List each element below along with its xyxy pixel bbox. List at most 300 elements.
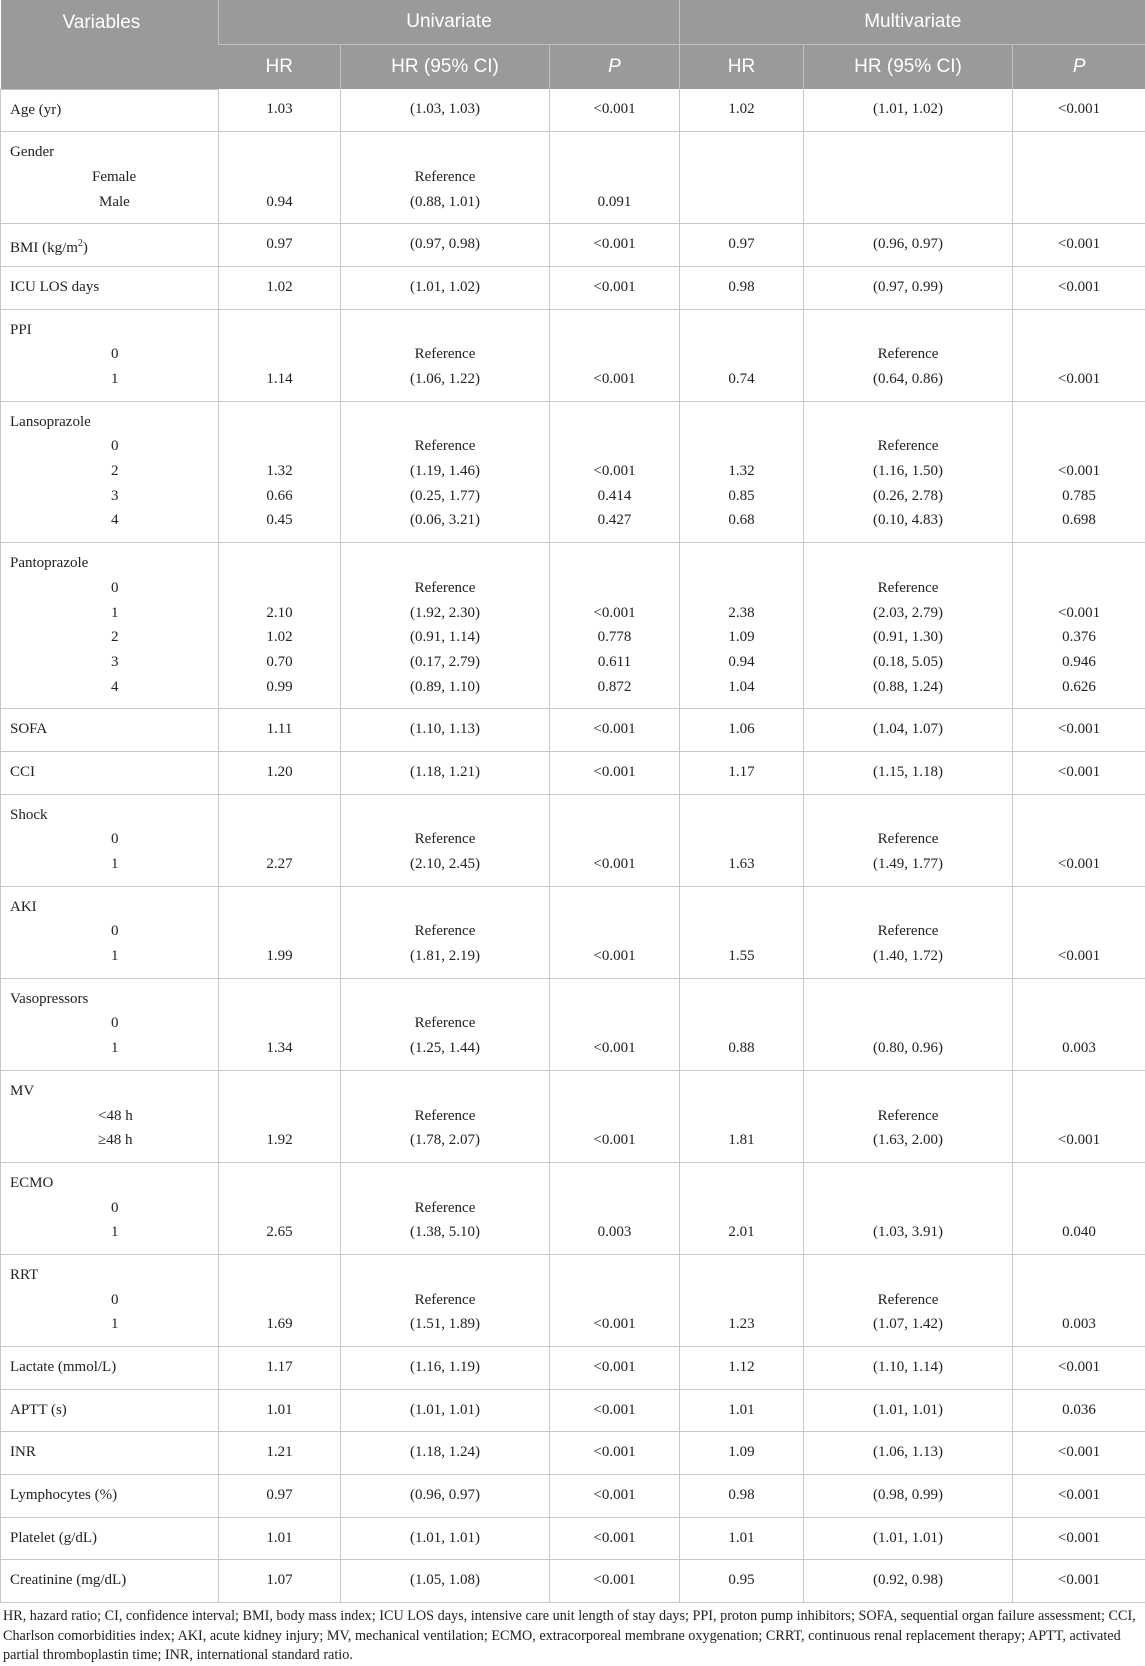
multivariate-p-value: [1013, 919, 1145, 944]
multivariate-hr-cell: [680, 1254, 804, 1346]
univariate-hr-value: 1.01: [219, 1526, 340, 1551]
univariate-hr-value: 1.21: [219, 1440, 340, 1465]
univariate-ci-value: (0.06, 3.21): [341, 508, 549, 533]
variable-label: RRT: [1, 1263, 218, 1288]
univariate-p-value: 0.778: [550, 625, 679, 650]
table-row: [1, 1475, 1145, 1518]
variable-cell: [1, 886, 219, 978]
multivariate-ci-cell: [804, 1347, 1013, 1390]
multivariate-ci-cell: [804, 1389, 1013, 1432]
univariate-ci-value: (0.89, 1.10): [341, 675, 549, 700]
multivariate-ci-value: Reference: [804, 576, 1012, 601]
univariate-p-value: <0.001: [550, 367, 679, 392]
table-footnote: HR, hazard ratio; CI, confidence interval; BMI, body mass index; ICU LOS days, intensive care unit length of stay days; PPI, proton pump inhibitors; SOFA, sequential organ failure assessment; CCI, Charlson comorbidities index; AKI, acute kidney injury; MV, mechanical ventilation; ECMO, extracorporeal membrane oxygenation; CRRT, continuous renal replacement therapy; APTT, activated partial thromboplastin time; INR, international standard ratio.: [0, 1603, 1145, 1666]
variable-cell: [1, 543, 219, 709]
blank-line: [219, 140, 340, 165]
blank-line: [341, 140, 549, 165]
univariate-ci-cell: [341, 309, 550, 401]
multivariate-p-value: 0.040: [1013, 1220, 1145, 1245]
multivariate-hr-cell: [680, 543, 804, 709]
multivariate-p-value: [1013, 1196, 1145, 1221]
univariate-p-cell: [550, 224, 680, 267]
sub-category-label: 1: [1, 1220, 218, 1245]
multivariate-ci-value: Reference: [804, 434, 1012, 459]
univariate-p-cell: [550, 1432, 680, 1475]
blank-line: [550, 318, 679, 343]
sub-category-label: Male: [1, 190, 218, 215]
univariate-p-cell: [550, 794, 680, 886]
blank-line: [1013, 895, 1145, 920]
blank-line: [1013, 1079, 1145, 1104]
multivariate-p-cell: [1013, 1347, 1145, 1390]
blank-line: [804, 551, 1012, 576]
blank-line: [219, 803, 340, 828]
multivariate-p-value: <0.001: [1013, 852, 1145, 877]
multivariate-p-value: <0.001: [1013, 97, 1145, 122]
variable-cell: [1, 132, 219, 224]
multivariate-p-value: <0.001: [1013, 1483, 1145, 1508]
univariate-ci-value: (1.16, 1.19): [341, 1355, 549, 1380]
multivariate-ci-value: [804, 1196, 1012, 1221]
multivariate-hr-value: [680, 827, 803, 852]
variable-label: INR: [1, 1440, 218, 1465]
multivariate-ci-value: Reference: [804, 919, 1012, 944]
univariate-p-value: [550, 576, 679, 601]
univariate-hr-cell: [219, 1070, 341, 1162]
blank-line: [680, 1079, 803, 1104]
univariate-p-value: <0.001: [550, 1312, 679, 1337]
blank-line: [804, 895, 1012, 920]
univariate-p-value: <0.001: [550, 275, 679, 300]
variable-cell: [1, 751, 219, 794]
sub-category-label: 1: [1, 852, 218, 877]
sub-category-label: 1: [1, 367, 218, 392]
univariate-ci-value: (0.25, 1.77): [341, 484, 549, 509]
variable-cell: [1, 794, 219, 886]
univariate-ci-cell: [341, 1517, 550, 1560]
univariate-ci-value: (0.88, 1.01): [341, 190, 549, 215]
multivariate-p-cell: [1013, 1560, 1145, 1603]
multivariate-ci-value: (0.80, 0.96): [804, 1036, 1012, 1061]
sub-category-label: 2: [1, 459, 218, 484]
variable-label: ECMO: [1, 1171, 218, 1196]
sub-category-label: 0: [1, 434, 218, 459]
multivariate-ci-cell: [804, 401, 1013, 542]
blank-line: [341, 987, 549, 1012]
multivariate-ci-cell: [804, 1432, 1013, 1475]
table-row: [1, 1517, 1145, 1560]
multivariate-ci-value: Reference: [804, 342, 1012, 367]
sub-category-label: 4: [1, 508, 218, 533]
blank-line: [680, 551, 803, 576]
multivariate-ci-value: Reference: [804, 827, 1012, 852]
sub-category-label: 2: [1, 625, 218, 650]
univariate-ci-cell: [341, 1347, 550, 1390]
univariate-p-cell: [550, 89, 680, 132]
blank-line: [1013, 1171, 1145, 1196]
univariate-p-cell: [550, 709, 680, 752]
multivariate-hr-value: 1.63: [680, 852, 803, 877]
univariate-p-value: [550, 342, 679, 367]
univariate-hr-cell: [219, 886, 341, 978]
univariate-p-cell: [550, 1162, 680, 1254]
univariate-ci-value: (1.10, 1.13): [341, 717, 549, 742]
univariate-hr-cell: [219, 794, 341, 886]
univariate-p-cell: [550, 1347, 680, 1390]
multivariate-hr-cell: [680, 89, 804, 132]
blank-line: [1013, 803, 1145, 828]
variable-label: Lactate (mmol/L): [1, 1355, 218, 1380]
univariate-hr-value: 2.65: [219, 1220, 340, 1245]
multivariate-ci-cell: [804, 1162, 1013, 1254]
variable-label: Creatinine (mg/dL): [1, 1568, 218, 1593]
multivariate-p-value: <0.001: [1013, 1568, 1145, 1593]
sub-category-label: 1: [1, 1036, 218, 1061]
multivariate-ci-value: Reference: [804, 1288, 1012, 1313]
blank-line: [804, 140, 1012, 165]
sub-category-label: ≥48 h: [1, 1128, 218, 1153]
multivariate-hr-value: 1.06: [680, 717, 803, 742]
univariate-hr-value: 1.11: [219, 717, 340, 742]
multivariate-hr-cell: [680, 751, 804, 794]
variable-cell: [1, 1070, 219, 1162]
multivariate-hr-cell: [680, 1070, 804, 1162]
univariate-hr-value: [219, 1196, 340, 1221]
univariate-p-cell: [550, 1070, 680, 1162]
multivariate-p-value: <0.001: [1013, 601, 1145, 626]
sub-category-label: 0: [1, 827, 218, 852]
univariate-ci-cell: [341, 1254, 550, 1346]
multivariate-ci-cell: [804, 89, 1013, 132]
univariate-hr-value: 1.14: [219, 367, 340, 392]
univariate-p-value: 0.414: [550, 484, 679, 509]
multivariate-p-value: [1013, 190, 1145, 215]
variable-cell: [1, 224, 219, 267]
univariate-hr-value: 1.03: [219, 97, 340, 122]
univariate-p-value: [550, 1288, 679, 1313]
multivariate-hr-cell: [680, 224, 804, 267]
table-row: [1, 89, 1145, 132]
univariate-ci-cell: [341, 1162, 550, 1254]
univariate-ci-cell: [341, 1475, 550, 1518]
multivariate-hr-value: 1.32: [680, 459, 803, 484]
multivariate-ci-value: (1.16, 1.50): [804, 459, 1012, 484]
blank-line: [1013, 140, 1145, 165]
blank-line: [550, 895, 679, 920]
table-row: [1, 794, 1145, 886]
univariate-hr-value: 1.20: [219, 760, 340, 785]
univariate-p-cell: [550, 1475, 680, 1518]
table-row: [1, 401, 1145, 542]
univariate-p-value: <0.001: [550, 97, 679, 122]
univariate-ci-cell: [341, 401, 550, 542]
univariate-ci-cell: [341, 709, 550, 752]
multivariate-hr-value: 0.95: [680, 1568, 803, 1593]
univariate-hr-cell: [219, 543, 341, 709]
table-row: [1, 751, 1145, 794]
variable-cell: [1, 709, 219, 752]
multivariate-ci-cell: [804, 224, 1013, 267]
multivariate-p-value: 0.003: [1013, 1312, 1145, 1337]
univariate-p-value: <0.001: [550, 1568, 679, 1593]
multivariate-ci-value: (0.88, 1.24): [804, 675, 1012, 700]
sub-category-label: 0: [1, 1288, 218, 1313]
sub-category-label: 0: [1, 576, 218, 601]
univariate-ci-value: (1.18, 1.24): [341, 1440, 549, 1465]
univariate-hr-cell: [219, 1389, 341, 1432]
multivariate-p-cell: [1013, 309, 1145, 401]
univariate-p-value: 0.427: [550, 508, 679, 533]
blank-line: [1013, 318, 1145, 343]
multivariate-hr-value: 1.23: [680, 1312, 803, 1337]
multivariate-hr-cell: [680, 886, 804, 978]
blank-line: [804, 1263, 1012, 1288]
multivariate-ci-cell: [804, 794, 1013, 886]
multivariate-ci-value: (1.49, 1.77): [804, 852, 1012, 877]
blank-line: [804, 1171, 1012, 1196]
table-row: [1, 543, 1145, 709]
blank-line: [341, 1171, 549, 1196]
multivariate-p-cell: [1013, 1475, 1145, 1518]
univariate-p-value: <0.001: [550, 1398, 679, 1423]
multivariate-p-cell: [1013, 89, 1145, 132]
multivariate-p-value: [1013, 434, 1145, 459]
univariate-ci-value: (1.78, 2.07): [341, 1128, 549, 1153]
univariate-hr-value: [219, 576, 340, 601]
univariate-p-value: <0.001: [550, 852, 679, 877]
multivariate-hr-value: 1.09: [680, 625, 803, 650]
multivariate-ci-cell: [804, 309, 1013, 401]
multivariate-hr-header: HR: [680, 45, 804, 90]
univariate-p-value: <0.001: [550, 760, 679, 785]
multivariate-hr-value: 1.01: [680, 1398, 803, 1423]
multivariate-p-value: <0.001: [1013, 459, 1145, 484]
univariate-p-cell: [550, 978, 680, 1070]
variable-label: Age (yr): [1, 98, 218, 123]
variable-label: MV: [1, 1079, 218, 1104]
univariate-hr-value: 0.45: [219, 508, 340, 533]
multivariate-hr-value: 1.55: [680, 944, 803, 969]
multivariate-hr-value: 1.17: [680, 760, 803, 785]
table-body: [1, 89, 1145, 1603]
univariate-ci-value: Reference: [341, 165, 549, 190]
sub-category-label: 4: [1, 675, 218, 700]
univariate-p-value: <0.001: [550, 459, 679, 484]
blank-line: [1013, 410, 1145, 435]
univariate-hr-value: 0.97: [219, 1483, 340, 1508]
multivariate-hr-cell: [680, 1432, 804, 1475]
multivariate-p-cell: [1013, 1389, 1145, 1432]
multivariate-p-value: 0.698: [1013, 508, 1145, 533]
table-row: [1, 978, 1145, 1070]
variable-label: ICU LOS days: [1, 275, 218, 300]
univariate-p-cell: [550, 266, 680, 309]
univariate-ci-value: (0.17, 2.79): [341, 650, 549, 675]
univariate-hr-value: 0.97: [219, 232, 340, 257]
univariate-hr-cell: [219, 89, 341, 132]
variable-cell: [1, 266, 219, 309]
multivariate-ci-value: (1.07, 1.42): [804, 1312, 1012, 1337]
multivariate-hr-value: 0.88: [680, 1036, 803, 1061]
univariate-p-cell: [550, 543, 680, 709]
multivariate-ci-cell: [804, 1475, 1013, 1518]
univariate-p-cell: [550, 751, 680, 794]
multivariate-p-value: 0.626: [1013, 675, 1145, 700]
multivariate-hr-value: [680, 919, 803, 944]
univariate-ci-value: Reference: [341, 1011, 549, 1036]
univariate-ci-value: (1.18, 1.21): [341, 760, 549, 785]
table-row: [1, 709, 1145, 752]
univariate-ci-value: Reference: [341, 1104, 549, 1129]
univariate-p-cell: [550, 1560, 680, 1603]
univariate-hr-cell: [219, 709, 341, 752]
multivariate-ci-value: (1.63, 2.00): [804, 1128, 1012, 1153]
multivariate-hr-cell: [680, 132, 804, 224]
sub-category-label: <48 h: [1, 1104, 218, 1129]
multivariate-hr-value: 0.68: [680, 508, 803, 533]
univariate-hr-value: 0.99: [219, 675, 340, 700]
univariate-ci-value: (1.03, 1.03): [341, 97, 549, 122]
multivariate-p-cell: [1013, 794, 1145, 886]
variable-cell: [1, 1517, 219, 1560]
variable-cell: [1, 1560, 219, 1603]
multivariate-ci-value: Reference: [804, 1104, 1012, 1129]
multivariate-p-cell: [1013, 709, 1145, 752]
multivariate-p-value: <0.001: [1013, 717, 1145, 742]
multivariate-ci-value: (0.91, 1.30): [804, 625, 1012, 650]
multivariate-hr-value: [680, 190, 803, 215]
variable-cell: [1, 89, 219, 132]
univariate-ci-cell: [341, 266, 550, 309]
univariate-p-value: <0.001: [550, 1128, 679, 1153]
multivariate-p-value: <0.001: [1013, 367, 1145, 392]
univariate-hr-value: 1.07: [219, 1568, 340, 1593]
multivariate-hr-value: 0.94: [680, 650, 803, 675]
variable-cell: [1, 1162, 219, 1254]
univariate-p-value: [550, 1104, 679, 1129]
univariate-hr-value: 1.92: [219, 1128, 340, 1153]
multivariate-ci-value: (0.98, 0.99): [804, 1483, 1012, 1508]
univariate-hr-header: HR: [219, 45, 341, 90]
univariate-ci-value: (0.97, 0.98): [341, 232, 549, 257]
multivariate-ci-cell: [804, 132, 1013, 224]
blank-line: [341, 895, 549, 920]
multivariate-p-value: [1013, 1288, 1145, 1313]
multivariate-ci-cell: [804, 751, 1013, 794]
univariate-p-value: [550, 827, 679, 852]
multivariate-ci-value: (1.15, 1.18): [804, 760, 1012, 785]
multivariate-ci-value: (0.26, 2.78): [804, 484, 1012, 509]
multivariate-ci-value: [804, 1011, 1012, 1036]
multivariate-p-value: [1013, 342, 1145, 367]
univariate-ci-cell: [341, 89, 550, 132]
multivariate-ci-value: (0.18, 5.05): [804, 650, 1012, 675]
blank-line: [341, 1263, 549, 1288]
univariate-p-value: <0.001: [550, 717, 679, 742]
univariate-hr-value: [219, 1104, 340, 1129]
multivariate-p-cell: [1013, 266, 1145, 309]
multivariate-ci-value: [804, 190, 1012, 215]
variable-cell: [1, 309, 219, 401]
multivariate-hr-value: [680, 576, 803, 601]
multivariate-p-value: 0.036: [1013, 1398, 1145, 1423]
univariate-ci-cell: [341, 794, 550, 886]
univariate-hr-value: 1.99: [219, 944, 340, 969]
univariate-ci-cell: [341, 751, 550, 794]
univariate-ci-cell: [341, 224, 550, 267]
univariate-p-value: <0.001: [550, 1526, 679, 1551]
univariate-p-value: 0.091: [550, 190, 679, 215]
univariate-hr-cell: [219, 1560, 341, 1603]
univariate-hr-cell: [219, 309, 341, 401]
multivariate-p-value: [1013, 827, 1145, 852]
table-row: [1, 132, 1145, 224]
sub-category-label: 0: [1, 1196, 218, 1221]
sub-category-label: 0: [1, 342, 218, 367]
blank-line: [550, 551, 679, 576]
variable-label: Pantoprazole: [1, 551, 218, 576]
univariate-ci-value: (1.01, 1.02): [341, 275, 549, 300]
variable-label: BMI $(kg/m^2)$: [1, 232, 218, 257]
table-row: [1, 886, 1145, 978]
multivariate-hr-value: [680, 342, 803, 367]
univariate-p-value: <0.001: [550, 1036, 679, 1061]
variable-cell: [1, 1475, 219, 1518]
univariate-p-cell: [550, 401, 680, 542]
univariate-hr-value: [219, 1011, 340, 1036]
univariate-p-value: <0.001: [550, 1440, 679, 1465]
univariate-p-value: [550, 919, 679, 944]
univariate-hr-value: [219, 165, 340, 190]
multivariate-hr-value: 0.98: [680, 1483, 803, 1508]
multivariate-hr-cell: [680, 266, 804, 309]
multivariate-p-value: <0.001: [1013, 944, 1145, 969]
blank-line: [341, 410, 549, 435]
univariate-ci-cell: [341, 1560, 550, 1603]
blank-line: [680, 1171, 803, 1196]
multivariate-p-value: <0.001: [1013, 1440, 1145, 1465]
variable-label: APTT (s): [1, 1398, 218, 1423]
univariate-p-value: <0.001: [550, 1483, 679, 1508]
multivariate-ci-value: (0.96, 0.97): [804, 232, 1012, 257]
variable-label: Lansoprazole: [1, 410, 218, 435]
multivariate-hr-value: 1.09: [680, 1440, 803, 1465]
multivariate-ci-value: (1.40, 1.72): [804, 944, 1012, 969]
univariate-p-value: <0.001: [550, 1355, 679, 1380]
multivariate-header: Multivariate: [680, 0, 1145, 45]
multivariate-p-value: 0.376: [1013, 625, 1145, 650]
multivariate-p-value: [1013, 1011, 1145, 1036]
table-row: [1, 1070, 1145, 1162]
multivariate-p-value: <0.001: [1013, 1355, 1145, 1380]
multivariate-hr-cell: [680, 1162, 804, 1254]
univariate-ci-cell: [341, 132, 550, 224]
univariate-p-cell: [550, 1517, 680, 1560]
univariate-ci-value: Reference: [341, 342, 549, 367]
blank-line: [341, 551, 549, 576]
univariate-hr-value: [219, 919, 340, 944]
multivariate-hr-value: 1.81: [680, 1128, 803, 1153]
univariate-ci-cell: [341, 978, 550, 1070]
multivariate-p-value: 0.785: [1013, 484, 1145, 509]
univariate-p-value: 0.872: [550, 675, 679, 700]
blank-line: [219, 1263, 340, 1288]
multivariate-ci-cell: [804, 543, 1013, 709]
blank-line: [550, 140, 679, 165]
univariate-p-value: 0.611: [550, 650, 679, 675]
multivariate-ci-value: (0.10, 4.83): [804, 508, 1012, 533]
univariate-ci-cell: [341, 1070, 550, 1162]
